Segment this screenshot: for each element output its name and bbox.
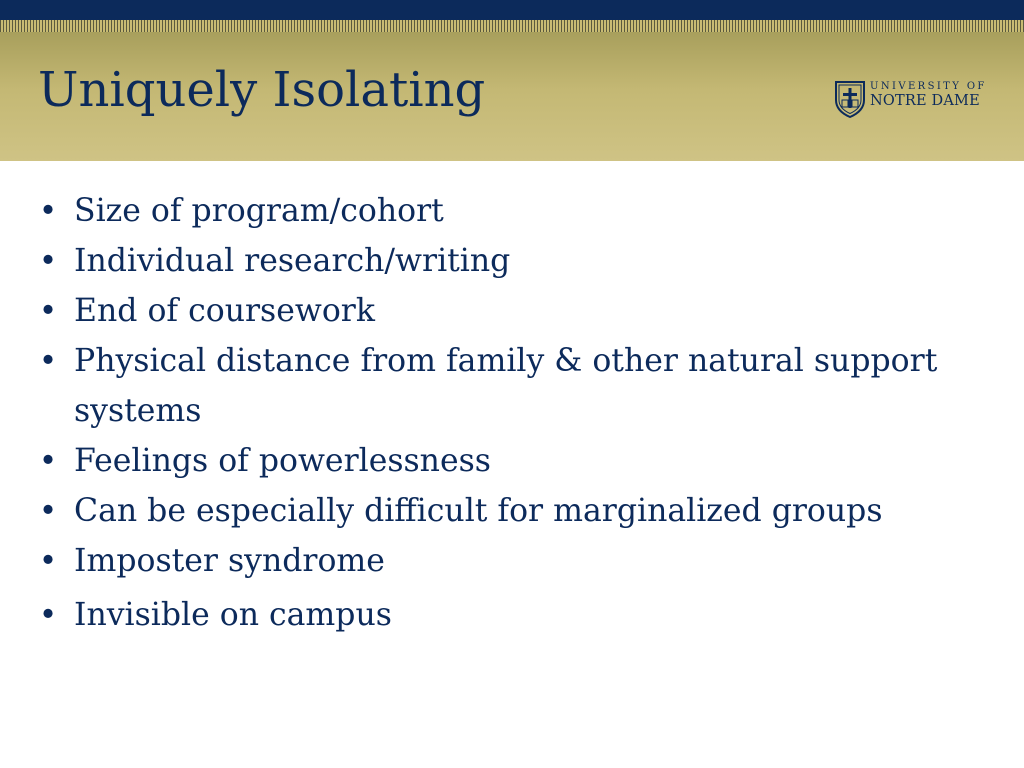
bullet-text: Individual research/writing xyxy=(74,243,511,279)
top-navy-bar xyxy=(0,0,1024,20)
bullet-text: Feelings of powerlessness xyxy=(74,443,491,479)
bullet-text: Physical distance from family & other natural support systems xyxy=(74,343,938,429)
bullet-point: • xyxy=(38,343,58,379)
shield-cross-icon xyxy=(834,80,866,118)
bullet-text: Invisible on campus xyxy=(74,597,392,633)
bullet-point: • xyxy=(38,293,58,329)
bullet-item xyxy=(0,486,954,536)
bullet-text: Can be especially difficult for marginalized groups xyxy=(74,493,883,529)
pinstripe-band xyxy=(0,20,1024,32)
bullet-point: • xyxy=(38,543,58,579)
bullet-text: End of coursework xyxy=(74,293,375,329)
bullet-point: • xyxy=(38,443,58,479)
bullet-list xyxy=(0,186,1024,640)
bullet-item xyxy=(0,186,954,236)
bullet-item xyxy=(0,436,954,486)
logo-text-university-of: UNIVERSITY OF xyxy=(870,81,987,92)
bullet-point: • xyxy=(38,597,58,633)
logo-text-notre-dame: NOTRE DAME xyxy=(870,93,980,109)
bullet-item xyxy=(0,236,954,286)
bullet-text: Size of program/cohort xyxy=(74,193,444,229)
bullet-point: • xyxy=(38,493,58,529)
bullet-point: • xyxy=(38,193,58,229)
university-logo xyxy=(834,80,990,120)
bullet-point: • xyxy=(38,243,58,279)
bullet-item xyxy=(0,286,954,336)
bullet-item xyxy=(0,536,954,586)
bullet-item xyxy=(0,336,954,436)
slide-title: Uniquely Isolating xyxy=(38,62,486,118)
bullet-item xyxy=(0,590,954,640)
bullet-text: Imposter syndrome xyxy=(74,543,385,579)
